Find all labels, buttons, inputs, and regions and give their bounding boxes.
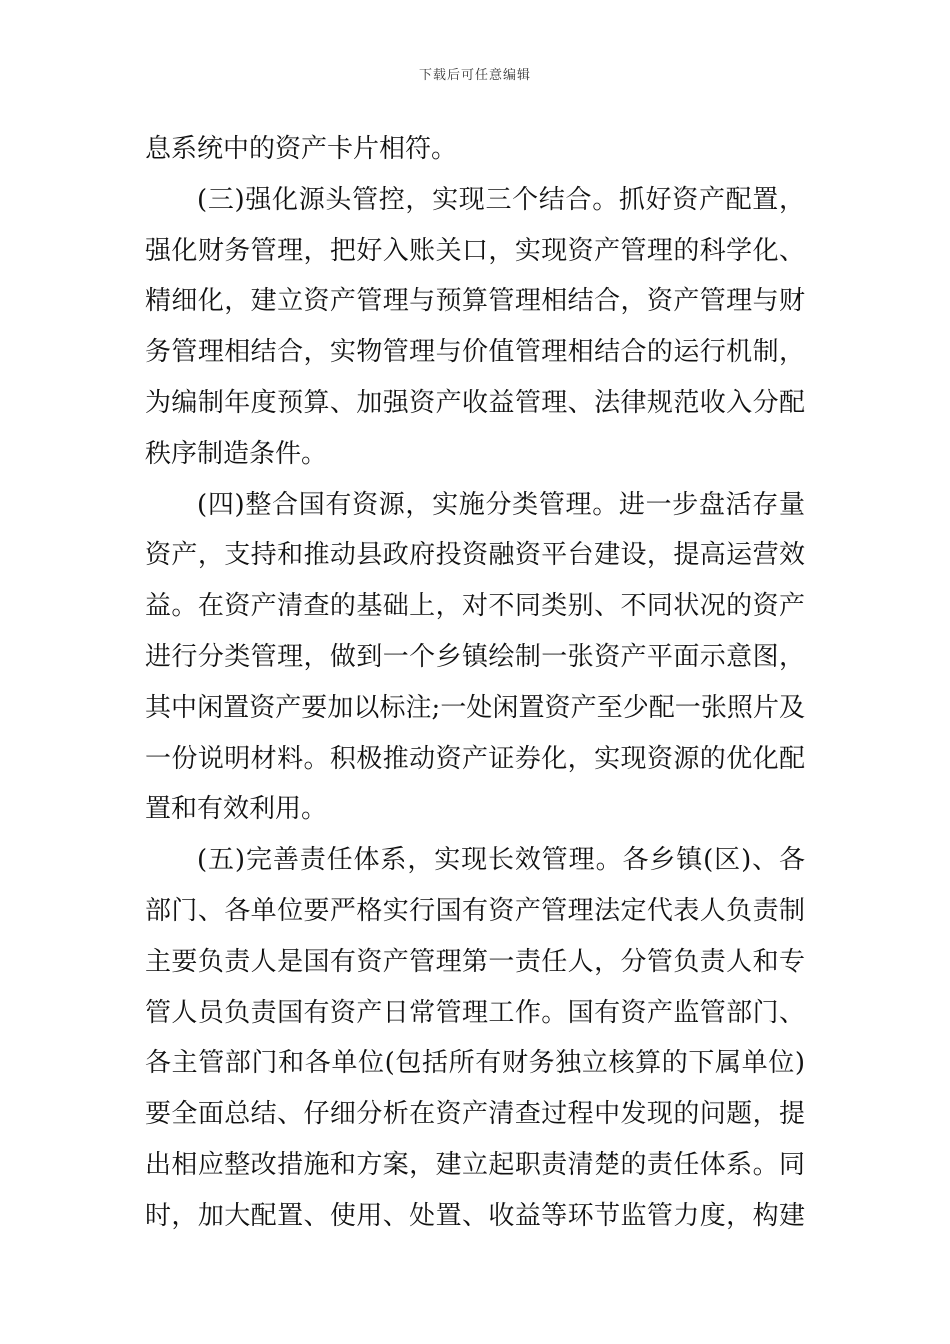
text-line: 益。在资产清查的基础上，对不同类别、不同状况的资产	[145, 591, 805, 622]
text-line: 务管理相结合，实物管理与价值管理相结合的运行机制，	[145, 337, 805, 368]
page-header: 下载后可任意编辑	[418, 68, 531, 83]
text-line: 秩序制造条件。	[145, 438, 328, 469]
text-line: 强化财务管理，把好入账关口，实现资产管理的科学化、	[145, 235, 805, 266]
text-line: 各主管部门和各单位(包括所有财务独立核算的下属单位)	[145, 1048, 805, 1079]
text-line: 部门、各单位要严格实行国有资产管理法定代表人负责制	[145, 895, 805, 926]
text-line: 置和有效利用。	[145, 794, 328, 825]
text-line: 主要负责人是国有资产管理第一责任人，分管负责人和专	[145, 946, 805, 977]
text-line: 时，加大配置、使用、处置、收益等环节监管力度，构建	[145, 1200, 805, 1231]
text-line: 出相应整改措施和方案，建立起职责清楚的责任体系。同	[145, 1149, 805, 1180]
text-line: (五)完善责任体系，实现长效管理。各乡镇(区)、各	[197, 845, 805, 876]
text-line: 精细化，建立资产管理与预算管理相结合，资产管理与财	[145, 286, 805, 317]
text-line: 一份说明材料。积极推动资产证券化，实现资源的优化配	[145, 743, 805, 774]
text-line: 管人员负责国有资产日常管理工作。国有资产监管部门、	[145, 997, 805, 1028]
text-line: (三)强化源头管控，实现三个结合。抓好资产配置，	[197, 184, 805, 215]
text-line: 要全面总结、仔细分析在资产清查过程中发现的问题，提	[145, 1099, 805, 1130]
text-line: 为编制年度预算、加强资产收益管理、法律规范收入分配	[145, 387, 805, 418]
text-line: (四)整合国有资源，实施分类管理。进一步盘活存量	[197, 489, 805, 520]
text-line: 进行分类管理，做到一个乡镇绘制一张资产平面示意图，	[145, 641, 805, 672]
text-line: 息系统中的资产卡片相符。	[145, 134, 458, 164]
text-line: 其中闲置资产要加以标注;一处闲置资产至少配一张照片及	[145, 692, 805, 723]
document-body	[145, 124, 805, 1242]
text-line: 资产，支持和推动县政府投资融资平台建设，提高运营效	[145, 540, 805, 571]
